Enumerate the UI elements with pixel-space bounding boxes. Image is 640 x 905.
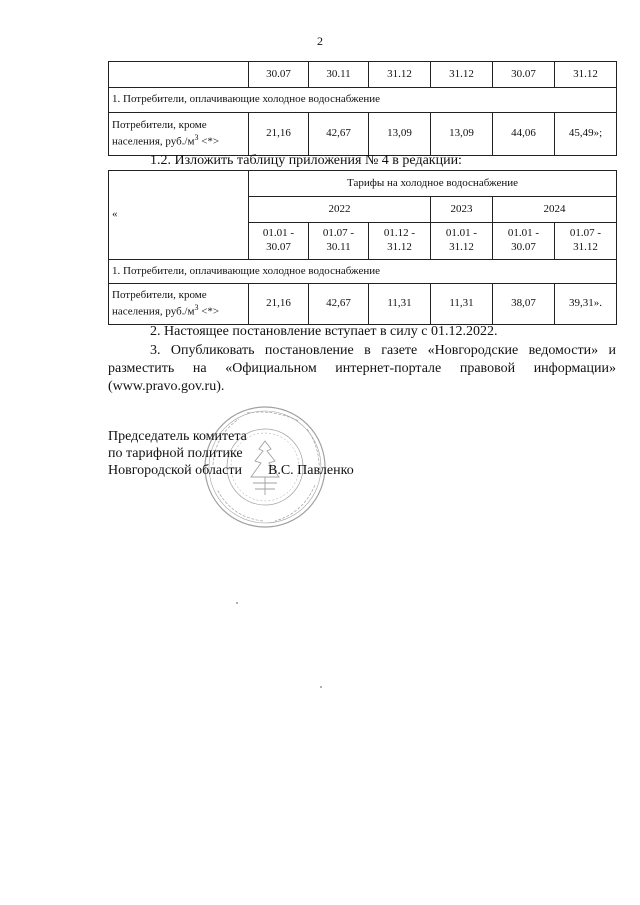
period-cell: 01.07 - 30.11 (309, 223, 369, 260)
table-row (109, 113, 617, 156)
table-cell: 38,07 (493, 284, 555, 325)
paragraph-line: 3. Опубликовать постановление в газете «Новгородские ведомости» и (150, 343, 616, 358)
period-cell: 01.01 - 30.07 (493, 223, 555, 260)
category-cell: 1. Потребители, оплачивающие холодное водоснабжение (109, 88, 617, 113)
table-cell: 21,16 (249, 284, 309, 325)
paragraph-effective-date: 2. Настоящее постановление вступает в силу с 01.12.2022. (150, 324, 498, 339)
page-number: 2 (317, 34, 323, 48)
table-cell: 13,09 (369, 113, 431, 156)
period-cell: 01.12 - 31.12 (369, 223, 431, 260)
year-cell: 2024 (493, 197, 617, 223)
table-cell: 42,67 (309, 284, 369, 325)
table-row (109, 171, 617, 197)
table-cell: 21,16 (249, 113, 309, 156)
table-cell: 30.07 (493, 62, 555, 88)
table-cell: 11,31 (431, 284, 493, 325)
paragraph-line: разместить на «Официальном интернет-портале правовой информации» (108, 361, 616, 376)
signature-title-line: по тарифной политике (108, 446, 243, 461)
table-cell: 11,31 (369, 284, 431, 325)
table-cell: 44,06 (493, 113, 555, 156)
row-label-cell: Потребители, кроме населения, $руб./м^3$ <*> (109, 284, 249, 325)
period-cell: 01.07 - 31.12 (555, 223, 617, 260)
signatory-name: В.С. Павленко (268, 463, 354, 478)
tariff-table-new (108, 170, 617, 325)
paragraph-line: (www.pravo.gov.ru). (108, 379, 225, 394)
table-cell: 30.07 (249, 62, 309, 88)
scan-speck (236, 602, 238, 604)
table-cell: 31.12 (431, 62, 493, 88)
category-cell: 1. Потребители, оплачивающие холодное водоснабжение (109, 260, 617, 284)
scan-speck (320, 686, 322, 688)
table-cell: 31.12 (555, 62, 617, 88)
quote-mark-cell: « (109, 171, 249, 260)
table-header: Тарифы на холодное водоснабжение (249, 171, 617, 197)
year-cell: 2023 (431, 197, 493, 223)
period-cell: 01.01 - 31.12 (431, 223, 493, 260)
table-cell: 42,67 (309, 113, 369, 156)
paragraph-publication (108, 342, 616, 396)
table-row (109, 284, 617, 325)
table-cell: 30.11 (309, 62, 369, 88)
table-cell: 39,31». (555, 284, 617, 325)
table-cell: 13,09 (431, 113, 493, 156)
table-row (109, 62, 617, 88)
year-cell: 2022 (249, 197, 431, 223)
period-cell: 01.01 - 30.07 (249, 223, 309, 260)
instruction-text: 1.2. Изложить таблицу приложения № 4 в редакции: (150, 153, 462, 168)
signature-title-line: Председатель комитета (108, 429, 247, 444)
row-label-cell: Потребители, кроме населения, $руб./м^3$ <*> (109, 113, 249, 156)
table-cell: 45,49»; (555, 113, 617, 156)
table-row (109, 260, 617, 284)
table-cell: 31.12 (369, 62, 431, 88)
tariff-table-old (108, 61, 617, 156)
table-row (109, 88, 617, 113)
signature-title-line: Новгородской области (108, 463, 242, 478)
table-cell (109, 62, 249, 88)
